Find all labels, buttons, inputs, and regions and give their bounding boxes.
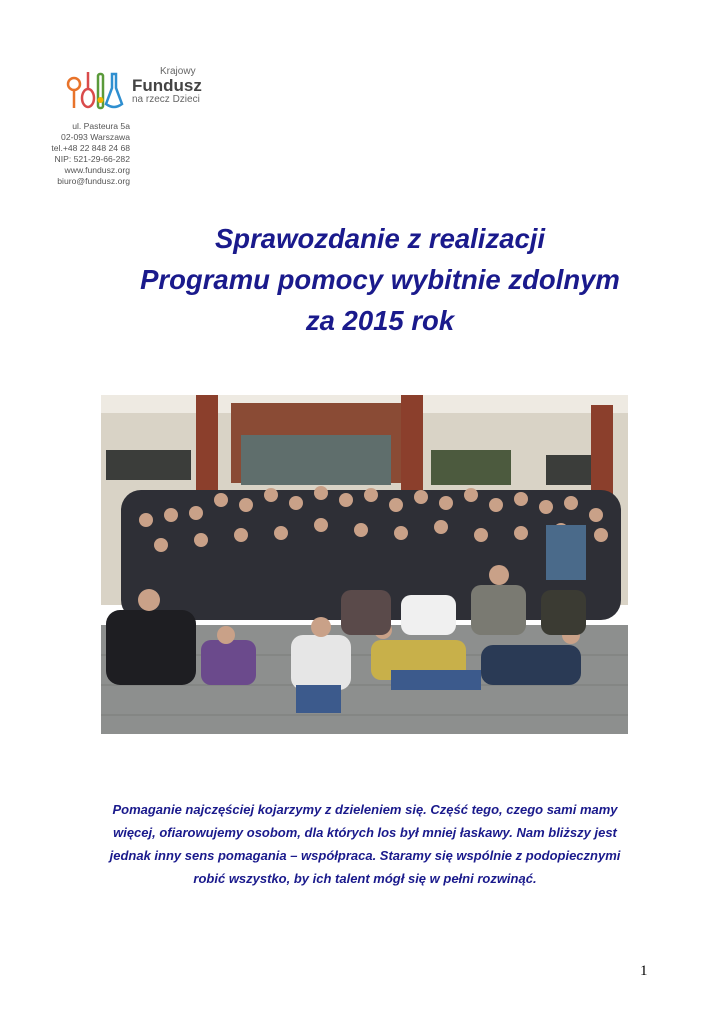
- contact-website: www.fundusz.org: [64, 165, 130, 175]
- title-line-2: Programu pomocy wybitnie zdolnym: [140, 264, 620, 295]
- logo-icons: [66, 70, 128, 110]
- contact-address: ul. Pasteura 5a: [72, 121, 130, 131]
- logo-line-1: Krajowy: [160, 66, 196, 77]
- contact-city: 02-093 Warszawa: [61, 132, 130, 142]
- logo-text: [132, 66, 202, 105]
- contact-nip: NIP: 521-29-66-282: [54, 154, 130, 164]
- contact-phone: tel.+48 22 848 24 68: [51, 143, 130, 153]
- quote-line-2: więcej, ofiarowujemy osobom, dla których los był mniej łaskawy. Nam bliższy jest: [113, 825, 617, 840]
- group-photo: [101, 395, 628, 734]
- title-line-3: za 2015 rok: [305, 305, 455, 336]
- contact-email: biuro@fundusz.org: [57, 176, 130, 186]
- quote-line-1: Pomaganie najczęściej kojarzymy z dzieleniem się. Część tego, czego sami mamy: [112, 802, 618, 817]
- group-photo-illustration: [101, 395, 628, 734]
- intro-quote: [100, 798, 630, 890]
- logo-line-3: na rzecz Dzieci: [132, 94, 200, 105]
- contact-info: [48, 121, 130, 187]
- quote-line-4: robić wszystko, by ich talent mógł się w pełni rozwinąć.: [193, 871, 537, 886]
- quote-line-3: jednak inny sens pomagania – współpraca. Staramy się wspólnie z podopiecznymi: [109, 848, 621, 863]
- page-number: 1: [640, 963, 648, 979]
- report-title: [60, 218, 700, 341]
- logo-line-2: Fundusz: [132, 76, 202, 95]
- title-line-1: Sprawozdanie z realizacji: [214, 223, 546, 254]
- organization-logo: [66, 66, 216, 112]
